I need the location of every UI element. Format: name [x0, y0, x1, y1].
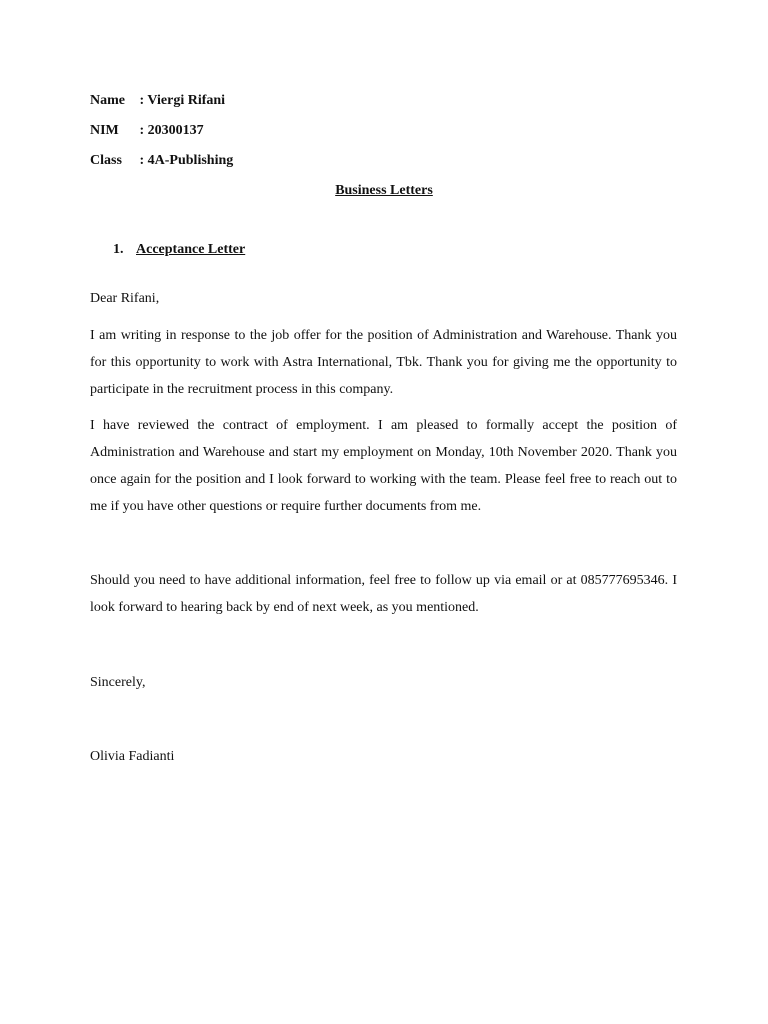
class-value: : 4A-Publishing [139, 153, 234, 168]
student-nim-row [90, 122, 204, 140]
letter-closing: Sincerely, [90, 675, 146, 690]
name-label: Name [90, 93, 125, 108]
letter-paragraph-1: I am writing in response to the job offer for the position of Administration and Warehouse. Thank you for this opportunity to work with Astra International, Tbk. Thank you for giving me the opportunity to participate in the recruitment process in this company. [90, 328, 677, 397]
name-value: : Viergi Rifani [139, 93, 226, 108]
student-class-row [90, 152, 233, 170]
section-number: 1. [113, 242, 124, 257]
document-title [0, 182, 768, 200]
nim-label: NIM [90, 123, 119, 138]
section-heading-text: Acceptance Letter [136, 242, 246, 257]
letter-paragraph-2: I have reviewed the contract of employment. I am pleased to formally accept the position of Administration and Warehouse and start my employment on Monday, 10th November 2020. Thank you once again for the position and I look forward to working with the team. Please feel free to reach out to me if you have other questions or require further documents from me. [90, 418, 677, 514]
section-heading [113, 241, 245, 259]
student-name-row [90, 92, 225, 110]
document-title-text: Business Letters [335, 183, 433, 198]
letter-salutation: Dear Rifani, [90, 291, 160, 306]
letter-paragraph-3: Should you need to have additional information, feel free to follow up via email or at 085777695346. I look forward to hearing back by end of next week, as you mentioned. [90, 573, 677, 615]
letter-signature-name: Olivia Fadianti [90, 749, 175, 764]
class-label: Class [90, 153, 122, 168]
nim-value: : 20300137 [139, 123, 204, 138]
